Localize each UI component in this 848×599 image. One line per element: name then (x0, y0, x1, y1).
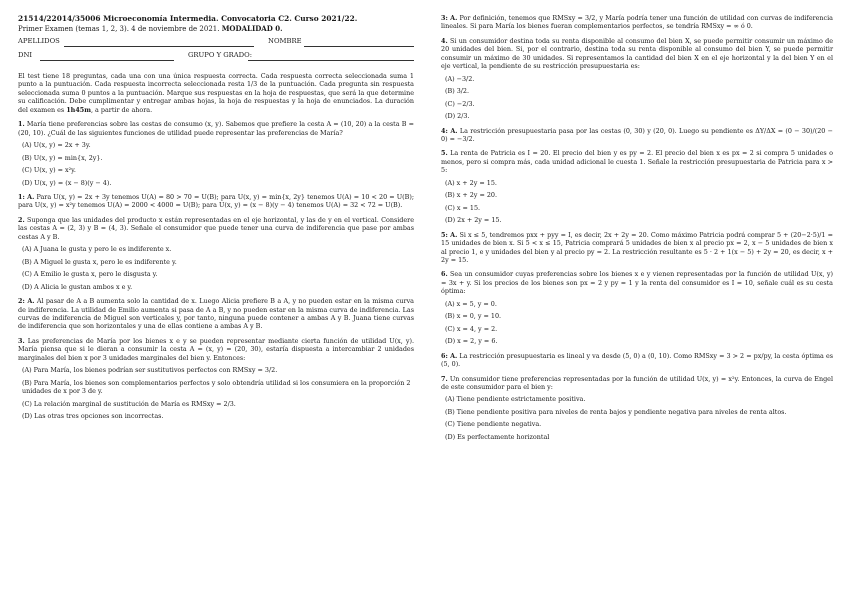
option-4a[interactable]: (A) −3/2. (445, 74, 475, 83)
question-text: Las preferencias de María por los bienes x e y se pueden representar mediante cierta función de utilidad U(x, y). María piensa que si le dieran a consumir la cesta A = (x, y) = (20, 30), estaría dispuesta a intercambiar 2 unidades marginales del bien x por 3 unidades marginales del bien y. Entonces: (18, 336, 414, 362)
option-3c[interactable]: (C) La relación marginal de sustitución de María es RMSxy = 2/3. (22, 399, 236, 408)
question-1 (18, 120, 414, 137)
left-column (18, 14, 414, 421)
option-4c[interactable]: (C) −2/3. (445, 99, 475, 108)
answer-text: Para U(x, y) = 2x + 3y tenemos U(A) = 80 > 70 = U(B); para U(x, y) = min{x, 2y} tenemos U(A) = 10 < 20 = U(B); para U(x, y) = x²y tenemos U(A) = 2000 < 4000 = U(B); para U(x, y) = (x − 8)(y − 4) tenemos U(A) = 32 < 72 = U(B). (18, 192, 414, 210)
question-text: Si un consumidor destina toda su renta disponible al consumo del bien X, se puede permitir consumir un máximo de 20 unidades del bien. Si, por el contrario, destina toda su renta disponible al consumo del bien Y, se puede permitir consumir un máximo de 30 unidades. Si representamos la cantidad del bien X en el eje horizontal y la del bien Y en el eje vertical, la pendiente de su restricción presupuestaria es: (441, 36, 833, 71)
answer-5 (441, 231, 833, 265)
nombre-label: NOMBRE (268, 37, 302, 45)
question-text: La renta de Patricia es I = 20. El precio del bien y es py = 2. El precio del bien x es px = 2 si compra 5 unidades o menos, pero si compra más, cada unidad adicional le cuesta 1. Señale la restricción presupuestaria de Patricia para x > 5: (441, 149, 833, 175)
exam-title: 21514/22014/35006 Microeconomía Intermedia. Convocatoria C2. Curso 2021/22. (18, 14, 358, 23)
option-6d[interactable]: (D) x = 2, y = 6. (445, 337, 498, 346)
answer-text: La restricción presupuestaria pasa por las cestas (0, 30) y (20, 0). Luego su pendiente es ΔY/ΔX = (0 − 30)/(20 − 0) = −3/2. (441, 126, 833, 143)
question-number: 6. (441, 270, 448, 279)
question-2 (18, 216, 414, 241)
option-5d[interactable]: (D) 2x + 2y = 15. (445, 216, 502, 225)
option-2a[interactable]: (A) A Juana le gusta y pero le es indiferente x. (22, 245, 172, 254)
option-1b[interactable]: (B) U(x, y) = min{x, 2y}. (22, 153, 103, 162)
option-2c[interactable]: (C) A Emilio le gusta x, pero le disgusta y. (22, 270, 158, 279)
answer-text: La restricción presupuestaria es lineal y va desde (5, 0) a (0, 10). Como RMSxy = 3 > 2 = px/py, la cesta óptima es (5, 0). (441, 351, 834, 369)
question-text: Suponga que las unidades del producto x están representadas en el eje horizontal, y las de y en el vertical. Considere las cestas A = (2, 3) y B = (4, 3). Señale el consumidor que puede tener una curva de indiferencia que pase por ambas cestas A y B. (18, 215, 414, 241)
question-4 (441, 37, 833, 71)
option-7b[interactable]: (B) Tiene pendiente positiva para niveles de renta bajos y pendiente negativa para niveles de renta altos. (445, 407, 787, 416)
option-6c[interactable]: (C) x = 4, y = 2. (445, 324, 498, 333)
answer-label: 3: A. (441, 14, 458, 22)
answer-label: 2: A. (18, 297, 35, 306)
exam-model: MODALIDAD 0. (221, 23, 283, 33)
question-number: 5. (441, 149, 448, 158)
dni-label: DNI (18, 51, 33, 59)
option-5c[interactable]: (C) x = 15. (445, 203, 481, 212)
answer-text: Por definición, tenemos que RMSxy = 3/2, y María podría tener una función de utilidad con curvas de indiferencia lineales. Si para María los bienes fueran complementarios perfectos, se tendría RMSxy = ∞ ó 0. (441, 14, 833, 31)
apellidos-label: APELLIDOS (18, 37, 60, 45)
instructions-text: El test tiene 18 preguntas, cada una con una única respuesta correcta. Cada respuesta correcta seleccionada suma 1 punto a la puntuación. Cada respuesta incorrecta seleccionada resta 1/3 de la puntuación. Cada pregunta sin respuesta seleccionada suma 0 puntos a la puntuación. Marque sus respuestas en la hoja de respuestas, que será la que determine su calificación. Debe cumplimentar y entregar ambas hojas, la hoja de respuestas y la hoja de enunciados. La duración del examen es (18, 72, 414, 114)
option-4b[interactable]: (B) 3/2. (445, 87, 470, 96)
answer-text: Al pasar de A a B aumenta solo la cantidad de x. Luego Alicia prefiere B a A, y no pueden estar en la misma curva de indiferencia. La utilidad de Emilio aumenta si pasa de A a B, y no pueden estar en la misma curva de indiferencia. Las curvas de indiferencia de Miguel son verticales y, por tanto, ninguna puede contener a ambas A y B. Juana tiene curvas de indiferencia que son horizontales y una de ellas contiene a ambas A y B. (18, 297, 414, 331)
dni-line[interactable] (40, 60, 174, 61)
grupo-line[interactable] (248, 60, 414, 61)
field-row-1 (18, 37, 414, 49)
option-6b[interactable]: (B) x = 0, y = 10. (445, 312, 502, 321)
instructions (18, 72, 414, 114)
exam-duration: 1h45m (66, 105, 91, 114)
option-5b[interactable]: (B) x + 2y = 20. (445, 191, 497, 200)
question-7 (441, 375, 833, 392)
question-number: 3. (18, 336, 25, 345)
question-text: Un consumidor tiene preferencias representadas por la función de utilidad U(x, y) = x²y. Entonces, la curva de Engel de este consumidor para el bien y: (441, 374, 833, 391)
exam-subtitle-text: Primer Examen (temas 1, 2, 3). 4 de noviembre de 2021. (18, 24, 222, 33)
option-5a[interactable]: (A) x + 2y = 15. (445, 178, 497, 187)
answer-3 (441, 14, 833, 31)
exam-subtitle (18, 24, 414, 34)
option-7d[interactable]: (D) Es perfectamente horizontal (445, 432, 550, 441)
answer-6 (441, 352, 833, 369)
right-column (441, 14, 833, 441)
option-1a[interactable]: (A) U(x, y) = 2x + 3y. (22, 141, 91, 150)
option-4d[interactable]: (D) 2/3. (445, 112, 470, 121)
question-3 (18, 337, 414, 362)
answer-4 (441, 127, 833, 144)
option-7a[interactable]: (A) Tiene pendiente estrictamente positiva. (445, 395, 586, 404)
answer-label: 4: A. (441, 126, 458, 135)
option-2b[interactable]: (B) A Miguel le gusta x, pero le es indiferente y. (22, 257, 177, 266)
option-3d[interactable]: (D) Las otras tres opciones son incorrectas. (22, 412, 164, 421)
question-6 (441, 270, 833, 295)
option-6a[interactable]: (A) x = 5, y = 0. (445, 299, 497, 308)
answer-label: 5: A. (441, 230, 458, 239)
option-7c[interactable]: (C) Tiene pendiente negativa. (445, 420, 542, 429)
option-1c[interactable]: (C) U(x, y) = x²y. (22, 166, 76, 175)
nombre-line[interactable] (304, 46, 414, 47)
question-number: 7. (441, 374, 448, 383)
option-3a[interactable]: (A) Para María, los bienes podrían ser sustitutivos perfectos con RMSxy = 3/2. (22, 366, 278, 375)
question-text: María tiene preferencias sobre las cestas de consumo (x, y). Sabemos que prefiere la cesta A = (10, 20) a la cesta B = (20, 10). ¿Cuál de las siguientes funciones de utilidad puede representar las preferencias de María? (18, 120, 414, 137)
question-number: 4. (441, 36, 448, 45)
option-3b[interactable]: (B) Para María, los bienes son complementarios perfectos y solo obtendría utilidad si los consumiera en la proporción 2 unidades de x por 3 de y. (22, 378, 411, 396)
question-number: 1. (18, 120, 25, 129)
grupo-label: GRUPO Y GRADO: (188, 51, 252, 59)
answer-text: Si x ≤ 5, tendremos pxx + pyy = I, es decir, 2x + 2y = 20. Como máximo Patricia podrá comprar 5 + (20−2·5)/1 = 15 unidades de bien x. Si 5 < x ≤ 15, Patricia comprará 5 unidades de bien x al precio px = 2, x − 5 unidades de bien x al precio 1, e y unidades del bien y al precio py = 2. La restricción resultante es 5 · 2 + 1(x − 5) + 2y = 20, es decir, x + 2y = 15. (441, 230, 833, 264)
student-fields (18, 37, 414, 67)
question-text: Sea un consumidor cuyas preferencias sobre los bienes x e y vienen representadas por la función de utilidad U(x, y) = 3x + y. Si los precios de los bienes son px = 2 y py = 1 y la renta del consumidor es I = 10, señale cuál es su cesta óptima: (441, 270, 833, 296)
instructions-tail: , a partir de ahora. (90, 105, 153, 114)
question-5 (441, 149, 833, 174)
field-row-2 (18, 51, 414, 63)
answer-1 (18, 193, 414, 210)
answer-label: 1: A. (18, 192, 35, 201)
option-1d[interactable]: (D) U(x, y) = (x − 8)(y − 4). (22, 178, 112, 187)
option-2d[interactable]: (D) A Alicia le gustan ambos x e y. (22, 282, 133, 291)
question-number: 2. (18, 215, 25, 224)
apellidos-line[interactable] (64, 46, 254, 47)
answer-label: 6: A. (441, 351, 458, 360)
answer-2 (18, 297, 414, 331)
